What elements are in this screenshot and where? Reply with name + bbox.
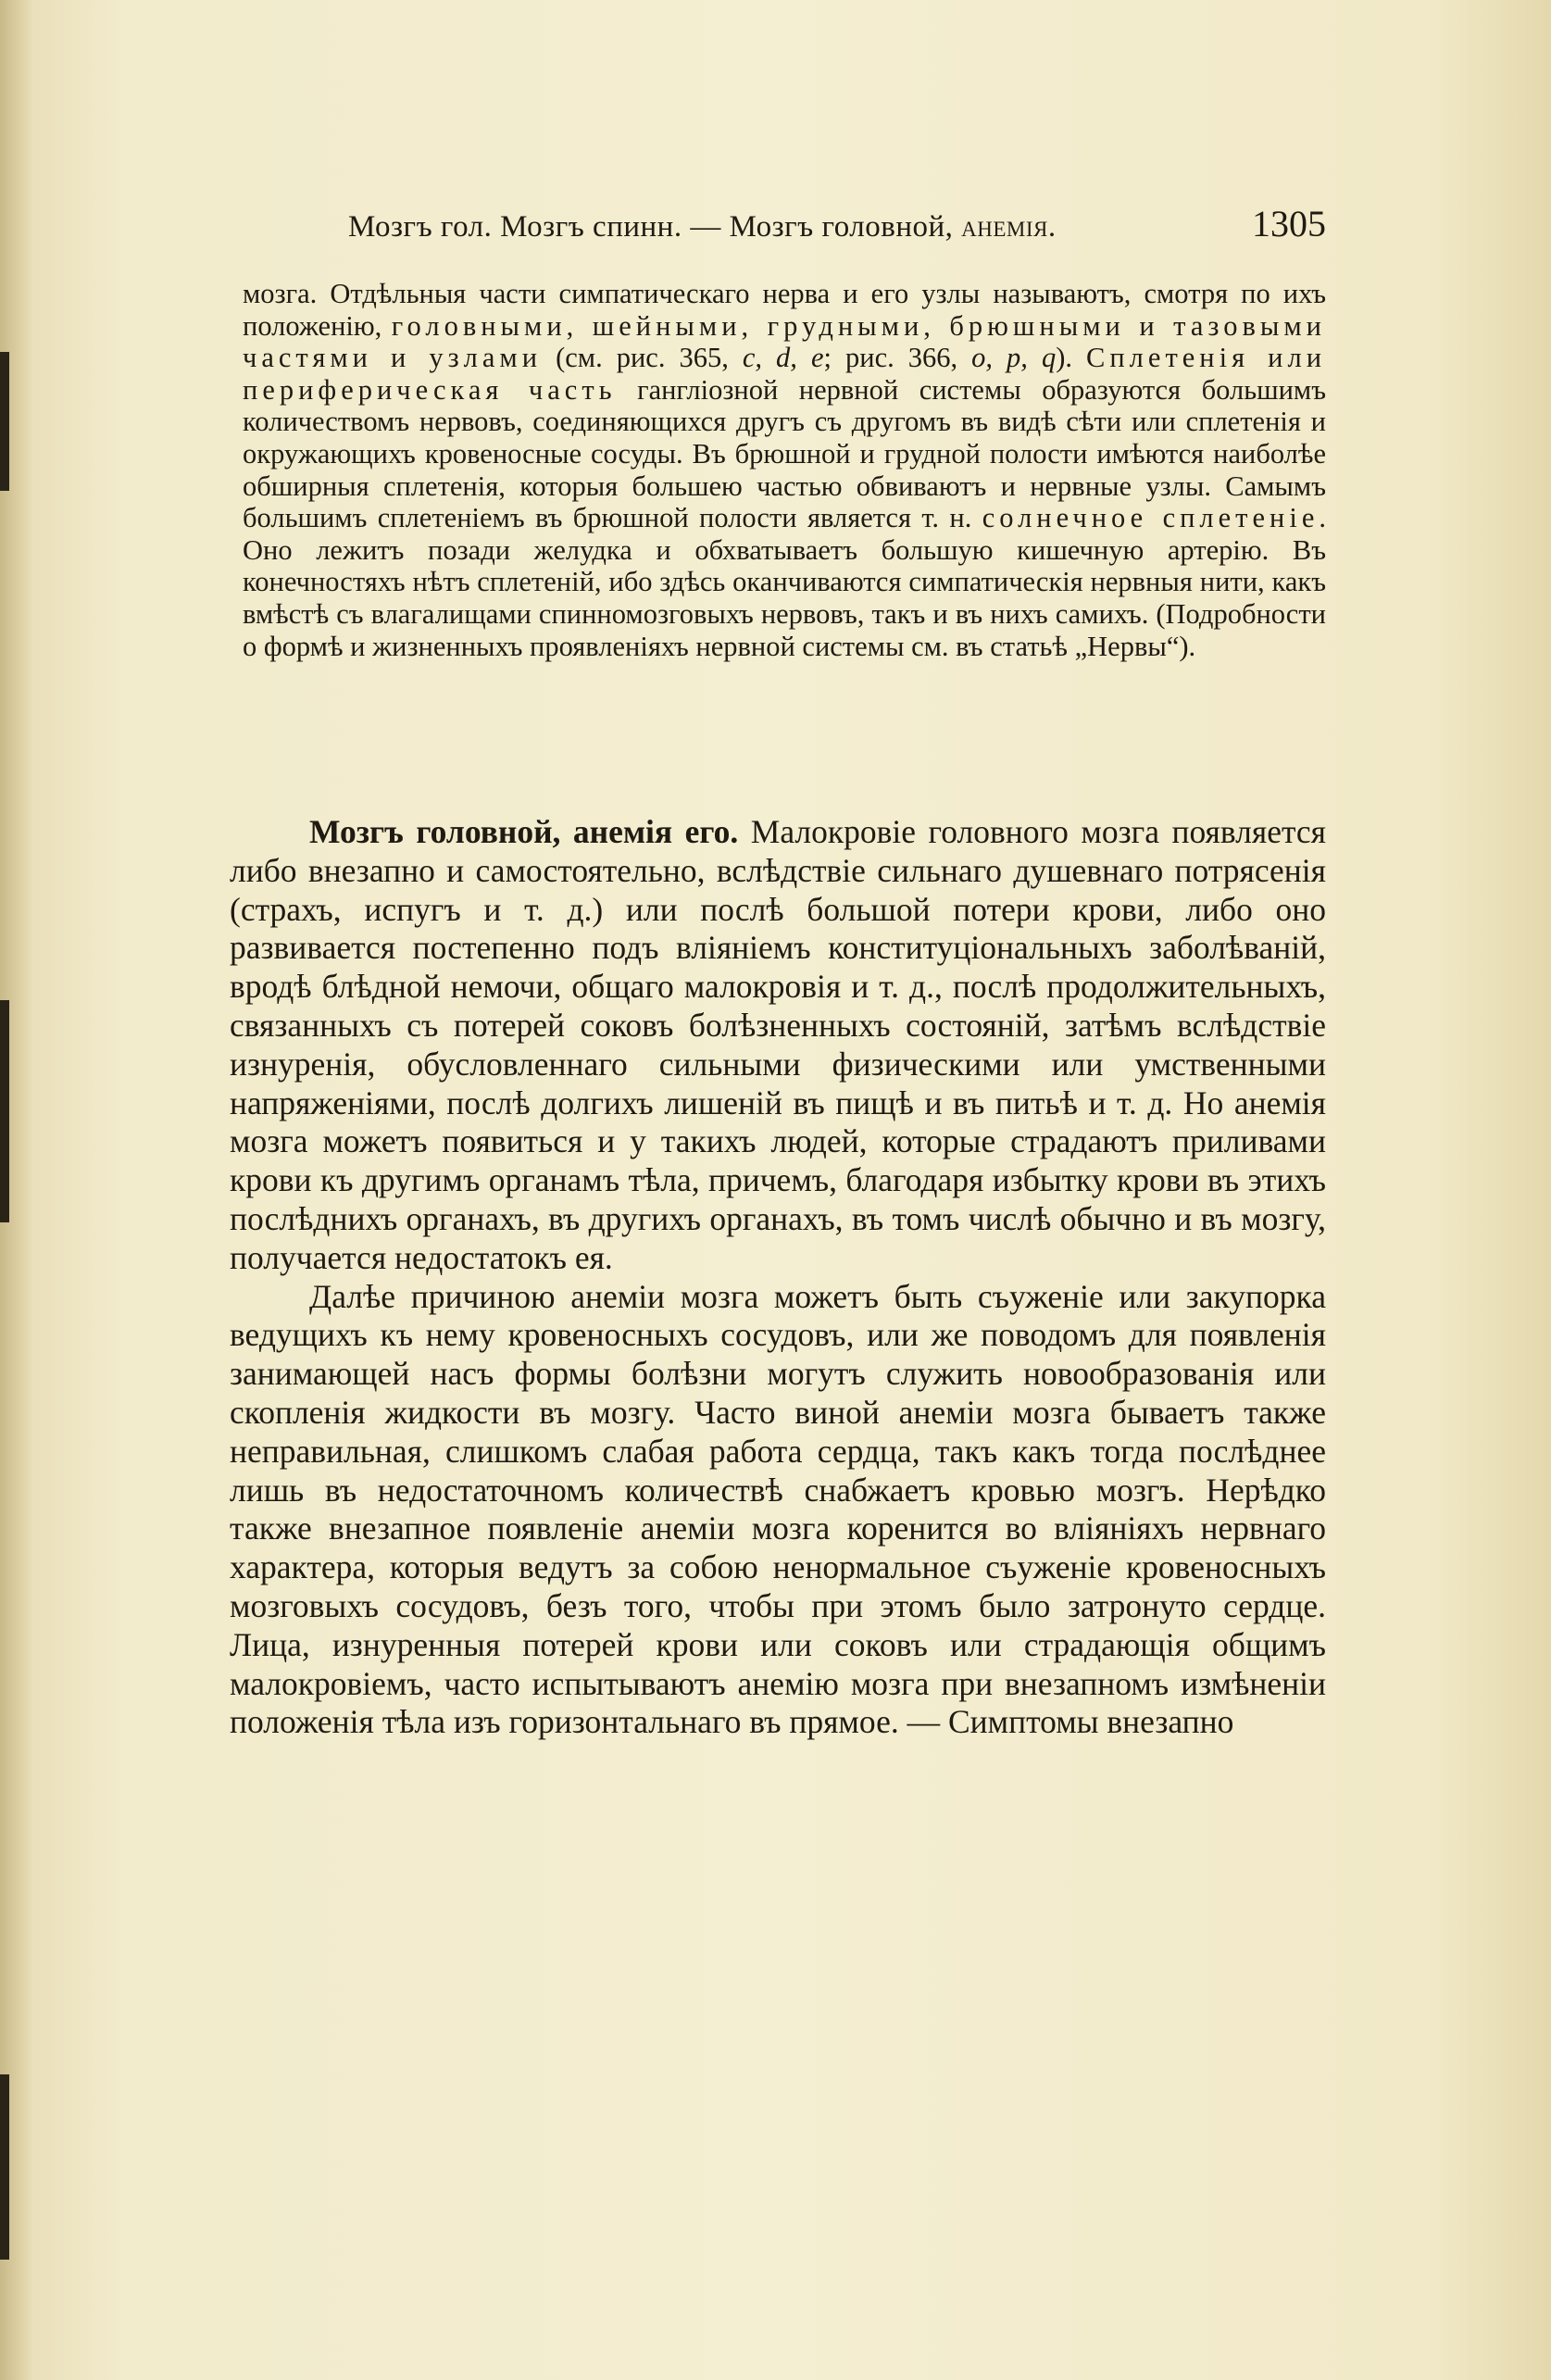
page-number: 1305	[1252, 203, 1326, 244]
spaced-term: солнечное сплетеніе	[982, 502, 1320, 534]
running-title-small-caps: анемія.	[961, 210, 1057, 244]
spaced-term: головными, шейными, грудными, брюшными и тазовыми частями и узлами	[243, 309, 1326, 374]
article-paragraph: Далѣе причиною анеміи мозга можетъ быть съуженіе или закупорка ведущихъ къ нему кровеносныхъ сосудовъ, или же поводомъ для появленія занимающей насъ формы болѣзни могутъ служить новообразованія или скопленія жидкости въ мозгу. Часто виной анеміи мозга бываетъ также неправильная, слишкомъ слабая работа сердца, такъ какъ тогда послѣднее лишь въ недостаточномъ количествѣ снабжаетъ кровью мозгъ. Нерѣдко также внезапное появленіе анеміи мозга коренится во вліяніяхъ нервнаго характера, которыя ведутъ за собою ненормальное съуженіе кровеносныхъ мозговыхъ сосудовъ, безъ того, чтобы при этомъ было затронуто сердце. Лица, изнуренныя потерей крови или соковъ или страдающія общимъ малокровіемъ, часто испытываютъ анемію мозга при внезапномъ измѣненіи положенія тѣла изъ горизонтальнаго въ прямое. — Симптомы внезапно	[230, 1277, 1326, 1741]
article-heading: Мозгъ головной, анемія его.	[309, 813, 739, 850]
binding-mark	[0, 352, 9, 491]
text-run: . Оно лежитъ позади желудка и обхватываетъ большую кишечную артерію. Въ конечностяхъ нѣтъ сплетеній, ибо здѣсь оканчиваются симпатическія нервныя нити, какъ вмѣстѣ съ влагалищами спинномозговыхъ нервовъ, такъ и въ нихъ самихъ. (Подробности о формѣ и жизненныхъ проявленіяхъ нервной системы см. въ статьѣ „Нервы“).	[243, 502, 1327, 662]
figure-ref: o, p, q	[971, 342, 1057, 374]
text-run: ).	[1056, 342, 1087, 374]
running-header	[348, 202, 1326, 257]
article-body	[230, 813, 1326, 1742]
continuation-paragraph	[243, 278, 1326, 662]
running-title-text: Мозгъ гол. Мозгъ спинн. — Мозгъ головной,	[348, 210, 962, 244]
text-run: гангліозной нервной системы образуются большимъ количествомъ нервовъ, соединяющихся другъ съ другомъ въ видѣ сѣти или сплетенія и окружающихъ кровеносные сосуды. Въ брюшной и грудной полости имѣются наиболѣе обширныя сплетенія, которыя большею частью обвиваютъ и нервные узлы. Самымъ большимъ сплетеніемъ въ брюшной полости является т. н.	[243, 373, 1326, 534]
article-paragraph: Малокровіе головного мозга появляется либо внезапно и самостоятельно, вслѣдствіе сильнаго душевнаго потрясенія (страхъ, испугъ и т. д.) или послѣ большой потери крови, либо оно развивается постепенно подъ вліяніемъ конституціональныхъ заболѣваній, вродѣ блѣдной немочи, общаго малокровія и т. д., послѣ продолжительныхъ, связанныхъ съ потерей соковъ болѣзненныхъ состояній, затѣмъ вслѣдствіе изнуренія, обусловленнаго сильными физическими или умственными напряженіями, послѣ долгихъ лишеній въ пищѣ и въ питьѣ и т. д. Но анемія мозга можетъ появиться и у такихъ людей, которые страдаютъ приливами крови къ другимъ органамъ тѣла, причемъ, благодаря избытку крови въ этихъ послѣднихъ органахъ, въ другихъ органахъ, въ томъ числѣ обычно и въ мозгу, получается недостатокъ ея.	[230, 813, 1326, 1276]
running-title	[348, 210, 1057, 244]
binding-mark	[0, 1000, 9, 1222]
text-run: (см. рис. 365,	[542, 342, 743, 374]
text-run: ; рис. 366,	[823, 342, 972, 374]
text-run: мозга. Отдѣльныя части симпатическаго нерва и его узлы называютъ, смотря по ихъ положенію,	[243, 278, 1326, 342]
spaced-term: Сплетенія или периферическая часть	[243, 342, 1327, 406]
binding-mark	[0, 2074, 9, 2260]
figure-ref: c, d, e	[742, 342, 824, 374]
